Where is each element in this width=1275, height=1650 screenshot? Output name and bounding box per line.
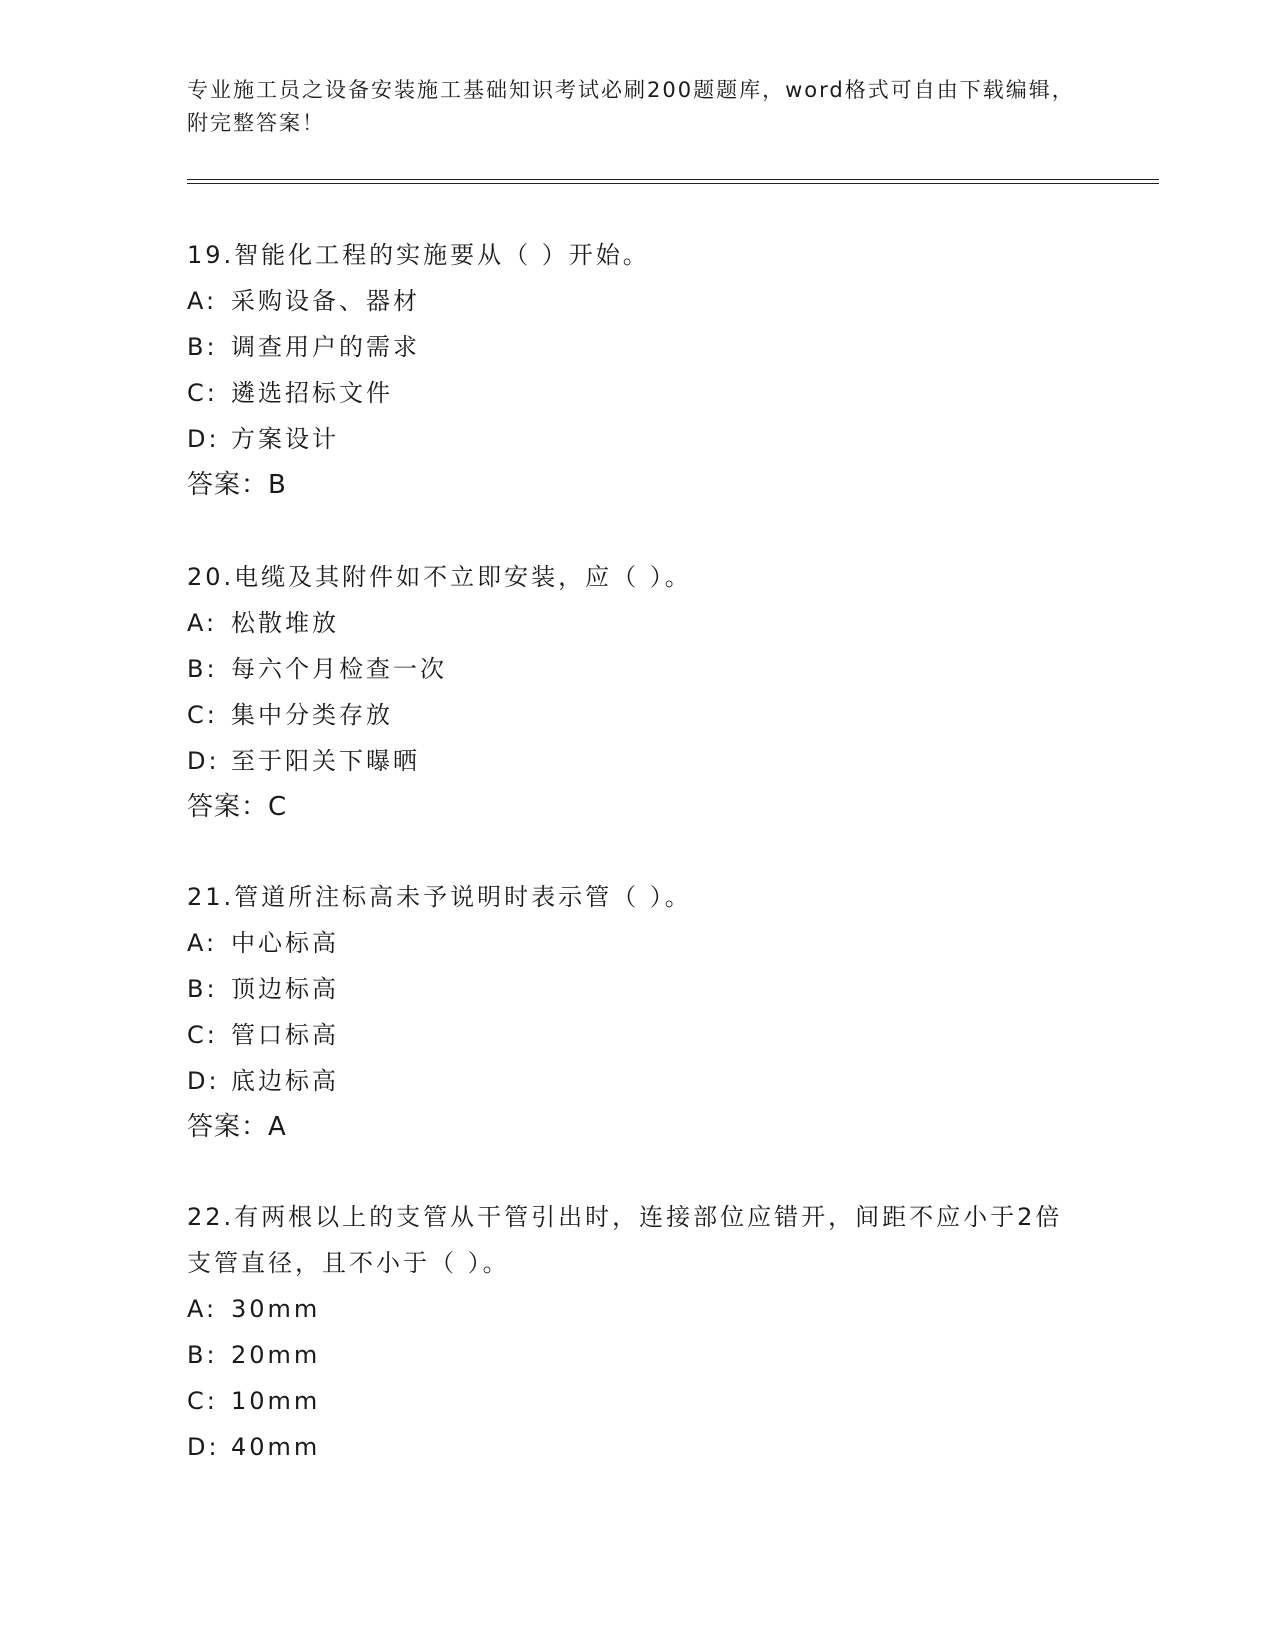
option-text: 10mm	[231, 1387, 321, 1415]
header-divider-bottom	[187, 183, 1159, 184]
option-text: 管口标高	[231, 1021, 339, 1049]
option-letter: C:	[187, 701, 218, 729]
option-a	[187, 600, 1087, 646]
question-19	[187, 232, 1087, 508]
option-d	[187, 416, 1087, 462]
option-text: 集中分类存放	[231, 701, 393, 729]
option-letter: A:	[187, 1295, 218, 1323]
option-text: 顶边标高	[231, 975, 339, 1003]
header-divider-top	[187, 179, 1159, 180]
option-a	[187, 278, 1087, 324]
question-22	[187, 1194, 1087, 1470]
question-stem: 20.电缆及其附件如不立即安装，应（ ）。	[187, 563, 692, 591]
option-text: 底边标高	[231, 1067, 339, 1095]
option-c	[187, 370, 1087, 416]
question-stem: 21.管道所注标高未予说明时表示管（ ）。	[187, 883, 692, 911]
option-letter: D:	[187, 747, 220, 775]
option-text: 采购设备、器材	[231, 287, 420, 315]
option-letter: A:	[187, 287, 218, 315]
option-text: 松散堆放	[231, 609, 339, 637]
answer-line: 答案：A	[187, 1112, 287, 1142]
answer-line: 答案：B	[187, 470, 287, 500]
option-letter: B:	[187, 655, 218, 683]
option-d	[187, 1058, 1087, 1104]
option-letter: C:	[187, 379, 218, 407]
option-b	[187, 324, 1087, 370]
question-21	[187, 874, 1087, 1150]
option-text: 30mm	[231, 1295, 321, 1323]
option-text: 20mm	[231, 1341, 321, 1369]
question-20	[187, 554, 1087, 830]
option-text: 每六个月检查一次	[231, 655, 447, 683]
question-stem: 19.智能化工程的实施要从（ ）开始。	[187, 241, 650, 269]
option-text: 调查用户的需求	[231, 333, 420, 361]
option-text: 40mm	[231, 1433, 321, 1461]
option-letter: D:	[187, 1433, 220, 1461]
option-b	[187, 966, 1087, 1012]
option-letter: C:	[187, 1387, 218, 1415]
option-letter: D:	[187, 1067, 220, 1095]
option-c	[187, 1012, 1087, 1058]
option-c	[187, 1378, 1087, 1424]
option-letter: B:	[187, 1341, 218, 1369]
option-letter: B:	[187, 333, 218, 361]
option-text: 遴选招标文件	[231, 379, 393, 407]
option-text: 至于阳关下曝晒	[231, 747, 420, 775]
option-letter: D:	[187, 425, 220, 453]
option-text: 方案设计	[231, 425, 339, 453]
option-d	[187, 1424, 1087, 1470]
document-header	[187, 74, 1087, 140]
option-letter: A:	[187, 609, 218, 637]
option-a	[187, 1286, 1087, 1332]
answer-line: 答案：C	[187, 792, 288, 822]
option-d	[187, 738, 1087, 784]
option-text: 中心标高	[231, 929, 339, 957]
option-letter: B:	[187, 975, 218, 1003]
question-stem: 22.有两根以上的支管从干管引出时，连接部位应错开，间距不应小于2倍支管直径，且不小于（ ）。	[187, 1203, 1063, 1277]
option-letter: A:	[187, 929, 218, 957]
document-title: 专业施工员之设备安装施工基础知识考试必刷200题题库，word格式可自由下载编辑，附完整答案！	[187, 78, 1075, 135]
option-b	[187, 1332, 1087, 1378]
option-letter: C:	[187, 1021, 218, 1049]
option-b	[187, 646, 1087, 692]
option-c	[187, 692, 1087, 738]
option-a	[187, 920, 1087, 966]
